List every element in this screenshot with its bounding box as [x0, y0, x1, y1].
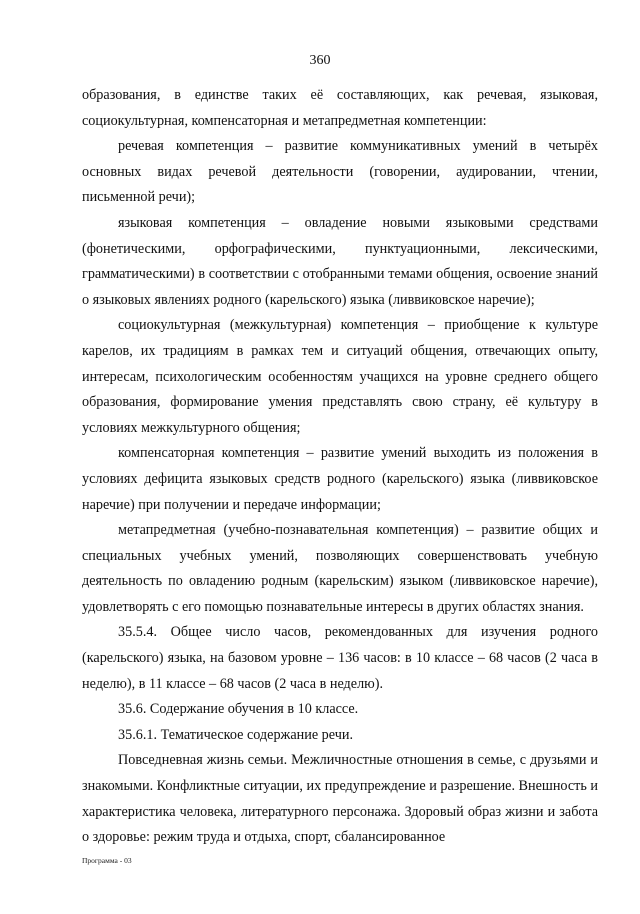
footer-program-code: Программа - 03 [82, 856, 132, 865]
section-heading-grade10-content: 35.6. Содержание обучения в 10 классе. [118, 701, 359, 718]
page-number: 360 [309, 53, 331, 68]
paragraph-daily-life-topics: Повседневная жизнь семьи. Межличностные отношения в семье, с друзьями и знакомыми. Конфликтные ситуации, их предупреждение и разрешение. Внешность и характеристика человека, литературного персонажа. Здоровый образ жизни и забота о здоровье: режим труда и отдыха, спорт, сбалансированное [82, 752, 598, 846]
paragraph-hours-allocation: 35.5.4. Общее число часов, рекомендованных для изучения родного (карельского) языка, на базовом уровне – 136 часов: в 10 классе – 68 часов (2 часа в неделю), в 11 классе – 68 часов (2 часа в неделю). [82, 624, 598, 692]
subsection-heading-speech-topics: 35.6.1. Тематическое содержание речи. [118, 726, 353, 743]
paragraph-speech-competence: речевая компетенция – развитие коммуникативных умений в четырёх основных видах речевой деятельности (говорении, аудировании, чтении, письменной речи); [82, 138, 598, 206]
paragraph-metasubject-competence: метапредметная (учебно-познавательная компетенция) – развитие общих и специальных учебных умений, позволяющих совершенствовать учебную деятельность по овладению родным (карельским) языком (ливвиковское наречие), удовлетворять с его помощью познавательные интересы в других областях знания. [82, 522, 598, 615]
paragraph-compensatory-competence: компенсаторная компетенция – развитие умений выходить из положения в условиях дефицита языковых средств родного (карельского) языка (ливвиковское наречие) при получении и передаче информации; [82, 445, 598, 513]
paragraph-sociocultural-competence: социокультурная (межкультурная) компетенция – приобщение к культуре карелов, их традициям в рамках тем и ситуаций общения, отвечающих опыту, интересам, психологическим особенностям учащихся на уровне среднего общего образования, формирование умения представлять свою страну, её культуру в условиях межкультурного общения; [82, 317, 598, 436]
paragraph-intro-continuation: образования, в единстве таких её составляющих, как речевая, языковая, социокультурная, компенсаторная и метапредметная компетенции: [82, 87, 598, 129]
document-body [82, 83, 598, 851]
paragraph-language-competence: языковая компетенция – овладение новыми языковыми средствами (фонетическими, орфографическими, пунктуационными, лексическими, грамматическими) в соответствии с отобранными темами общения, освоение знаний о языковых явлениях родного (карельского) языка (ливвиковское наречие); [82, 214, 598, 308]
